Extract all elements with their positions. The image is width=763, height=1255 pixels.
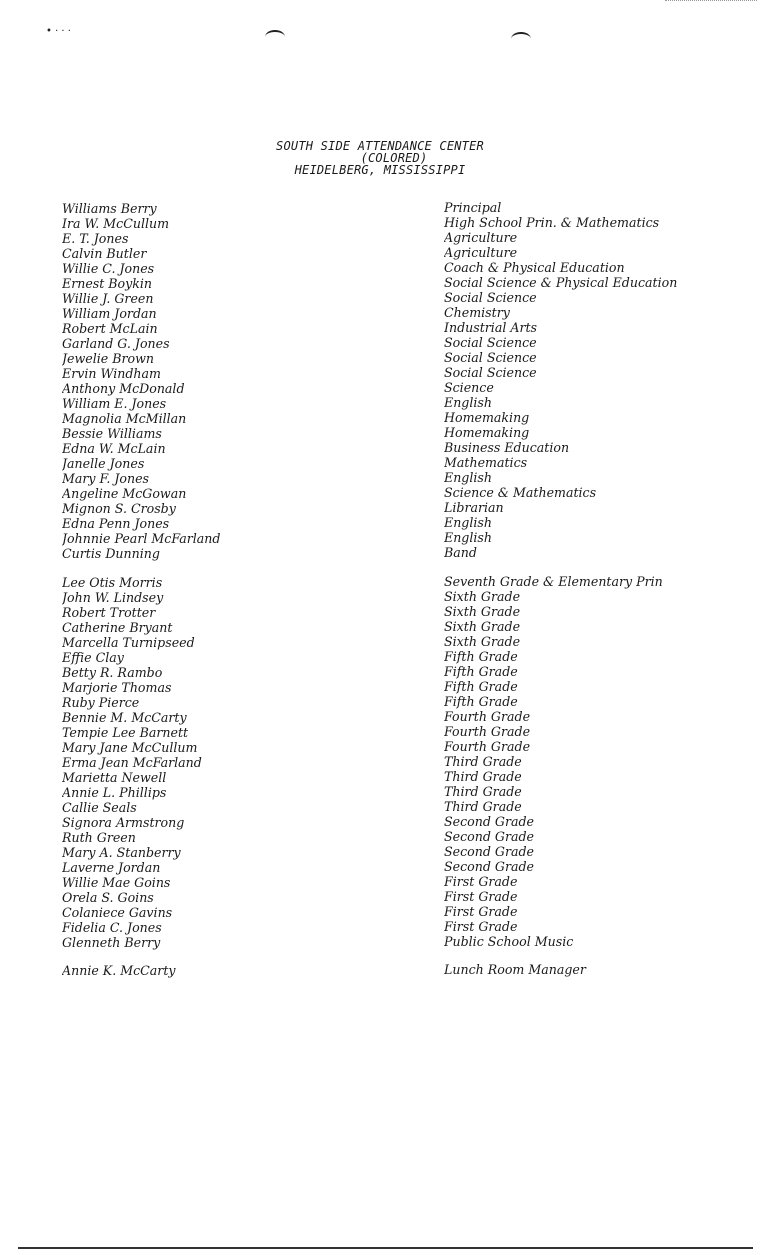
staff-name: Curtis Dunning <box>62 546 160 561</box>
staff-role: Social Science <box>444 350 537 365</box>
staff-name: Johnnie Pearl McFarland <box>62 531 221 546</box>
staff-name: Mary A. Stanberry <box>62 845 181 860</box>
staff-name: Jewelie Brown <box>62 351 154 366</box>
staff-name: Annie L. Phillips <box>62 785 167 800</box>
staff-role: Sixth Grade <box>444 589 521 604</box>
header-location: HEIDELBERG, MISSISSIPPI <box>294 163 466 177</box>
staff-role: High School Prin. & Mathematics <box>444 215 660 230</box>
staff-role: Band <box>444 545 477 560</box>
staff-role: First Grade <box>444 904 518 919</box>
staff-name: Annie K. McCarty <box>62 963 176 978</box>
staff-role: Sixth Grade <box>444 604 521 619</box>
staff-role: Science <box>444 380 494 395</box>
staff-role: Fifth Grade <box>444 664 518 679</box>
staff-role: Business Education <box>444 440 570 455</box>
staff-name: Janelle Jones <box>62 456 145 471</box>
staff-name: Willie Mae Goins <box>62 875 171 890</box>
staff-name: Catherine Bryant <box>62 620 173 635</box>
staff-name: Betty R. Rambo <box>62 665 163 680</box>
staff-name: Angeline McGowan <box>62 486 187 501</box>
scan-speck-marks: • · · · <box>46 26 71 37</box>
group-spacer <box>444 560 744 574</box>
staff-role: Fifth Grade <box>444 694 518 709</box>
staff-name: Willie J. Green <box>62 291 154 306</box>
staff-name: Magnolia McMillan <box>62 411 187 426</box>
group-spacer <box>62 950 362 963</box>
staff-role: Science & Mathematics <box>444 485 597 500</box>
staff-role: Sixth Grade <box>444 619 521 634</box>
staff-name: Ervin Windham <box>62 366 161 381</box>
top-edge-dots <box>665 0 757 3</box>
staff-name: Mary Jane McCullum <box>62 740 198 755</box>
staff-name: Lee Otis Morris <box>62 575 163 590</box>
header-title: SOUTH SIDE ATTENDANCE CENTER <box>276 139 484 153</box>
staff-role: Fifth Grade <box>444 649 518 664</box>
staff-role: Fourth Grade <box>444 724 531 739</box>
staff-role: Seventh Grade & Elementary Prin <box>444 574 663 589</box>
staff-role: English <box>444 470 492 485</box>
staff-name: Ira W. McCullum <box>62 216 170 231</box>
group-spacer <box>62 561 362 575</box>
staff-role: Third Grade <box>444 769 522 784</box>
staff-name: Colaniece Gavins <box>62 905 173 920</box>
staff-role: First Grade <box>444 919 518 934</box>
staff-role: Sixth Grade <box>444 634 521 649</box>
staff-name: Bessie Williams <box>62 426 162 441</box>
staff-role: Second Grade <box>444 829 534 844</box>
staff-name: Tempie Lee Barnett <box>62 725 189 740</box>
staff-role: Homemaking <box>444 425 530 440</box>
staff-role: Industrial Arts <box>444 320 538 335</box>
staff-names-column <box>62 201 362 978</box>
staff-roles-column <box>444 200 744 977</box>
staff-name: Ruby Pierce <box>62 695 140 710</box>
staff-role: Social Science & Physical Education <box>444 275 678 290</box>
staff-role: Third Grade <box>444 784 522 799</box>
staff-role: Social Science <box>444 335 537 350</box>
staff-role: Second Grade <box>444 844 534 859</box>
bottom-edge-rule <box>18 1247 753 1249</box>
staff-name: Williams Berry <box>62 201 157 216</box>
staff-name: Mignon S. Crosby <box>62 501 176 516</box>
staff-name: Calvin Butler <box>62 246 147 261</box>
group-spacer <box>444 949 744 962</box>
staff-role: Public School Music <box>444 934 574 949</box>
staff-name: Edna W. McLain <box>62 441 166 456</box>
staff-name: William E. Jones <box>62 396 167 411</box>
staff-name: Marcella Turnipseed <box>62 635 195 650</box>
staff-role: Mathematics <box>444 455 528 470</box>
staff-name: Signora Armstrong <box>62 815 185 830</box>
staff-name: Marietta Newell <box>62 770 167 785</box>
staff-name: Ruth Green <box>62 830 136 845</box>
staff-role: English <box>444 530 492 545</box>
staff-role: Chemistry <box>444 305 510 320</box>
staff-name: Effie Clay <box>62 650 124 665</box>
staff-name: Orela S. Goins <box>62 890 154 905</box>
staff-name: Fidelia C. Jones <box>62 920 162 935</box>
staff-name: Bennie M. McCarty <box>62 710 187 725</box>
binding-hole-mark-right <box>511 32 531 46</box>
staff-name: Robert McLain <box>62 321 158 336</box>
staff-role: Third Grade <box>444 754 522 769</box>
staff-name: E. T. Jones <box>62 231 129 246</box>
staff-role: First Grade <box>444 874 518 889</box>
staff-name: John W. Lindsey <box>62 590 164 605</box>
binding-hole-mark-left <box>265 30 285 44</box>
staff-name: Anthony McDonald <box>62 381 185 396</box>
document-header <box>250 140 510 176</box>
staff-name: William Jordan <box>62 306 157 321</box>
staff-name: Ernest Boykin <box>62 276 153 291</box>
staff-role: Second Grade <box>444 814 534 829</box>
staff-role: Agriculture <box>444 245 518 260</box>
staff-role: Librarian <box>444 500 504 515</box>
staff-name: Marjorie Thomas <box>62 680 172 695</box>
staff-role: First Grade <box>444 889 518 904</box>
staff-role: English <box>444 515 492 530</box>
header-subtitle: (COLORED) <box>360 151 428 165</box>
staff-role: Coach & Physical Education <box>444 260 625 275</box>
staff-role: Social Science <box>444 290 537 305</box>
staff-role: Second Grade <box>444 859 534 874</box>
staff-role: Fifth Grade <box>444 679 518 694</box>
staff-name: Laverne Jordan <box>62 860 161 875</box>
staff-role: Fourth Grade <box>444 739 531 754</box>
staff-name: Willie C. Jones <box>62 261 155 276</box>
staff-role: Social Science <box>444 365 537 380</box>
staff-name: Glenneth Berry <box>62 935 161 950</box>
staff-role: Fourth Grade <box>444 709 531 724</box>
staff-name: Edna Penn Jones <box>62 516 170 531</box>
staff-role: Principal <box>444 200 502 215</box>
staff-name: Garland G. Jones <box>62 336 170 351</box>
staff-role: Agriculture <box>444 230 518 245</box>
staff-name: Erma Jean McFarland <box>62 755 202 770</box>
staff-name: Mary F. Jones <box>62 471 149 486</box>
staff-name: Callie Seals <box>62 800 137 815</box>
staff-role: Homemaking <box>444 410 530 425</box>
staff-name: Robert Trotter <box>62 605 156 620</box>
staff-role: Third Grade <box>444 799 522 814</box>
staff-role: Lunch Room Manager <box>444 962 586 977</box>
staff-role: English <box>444 395 492 410</box>
